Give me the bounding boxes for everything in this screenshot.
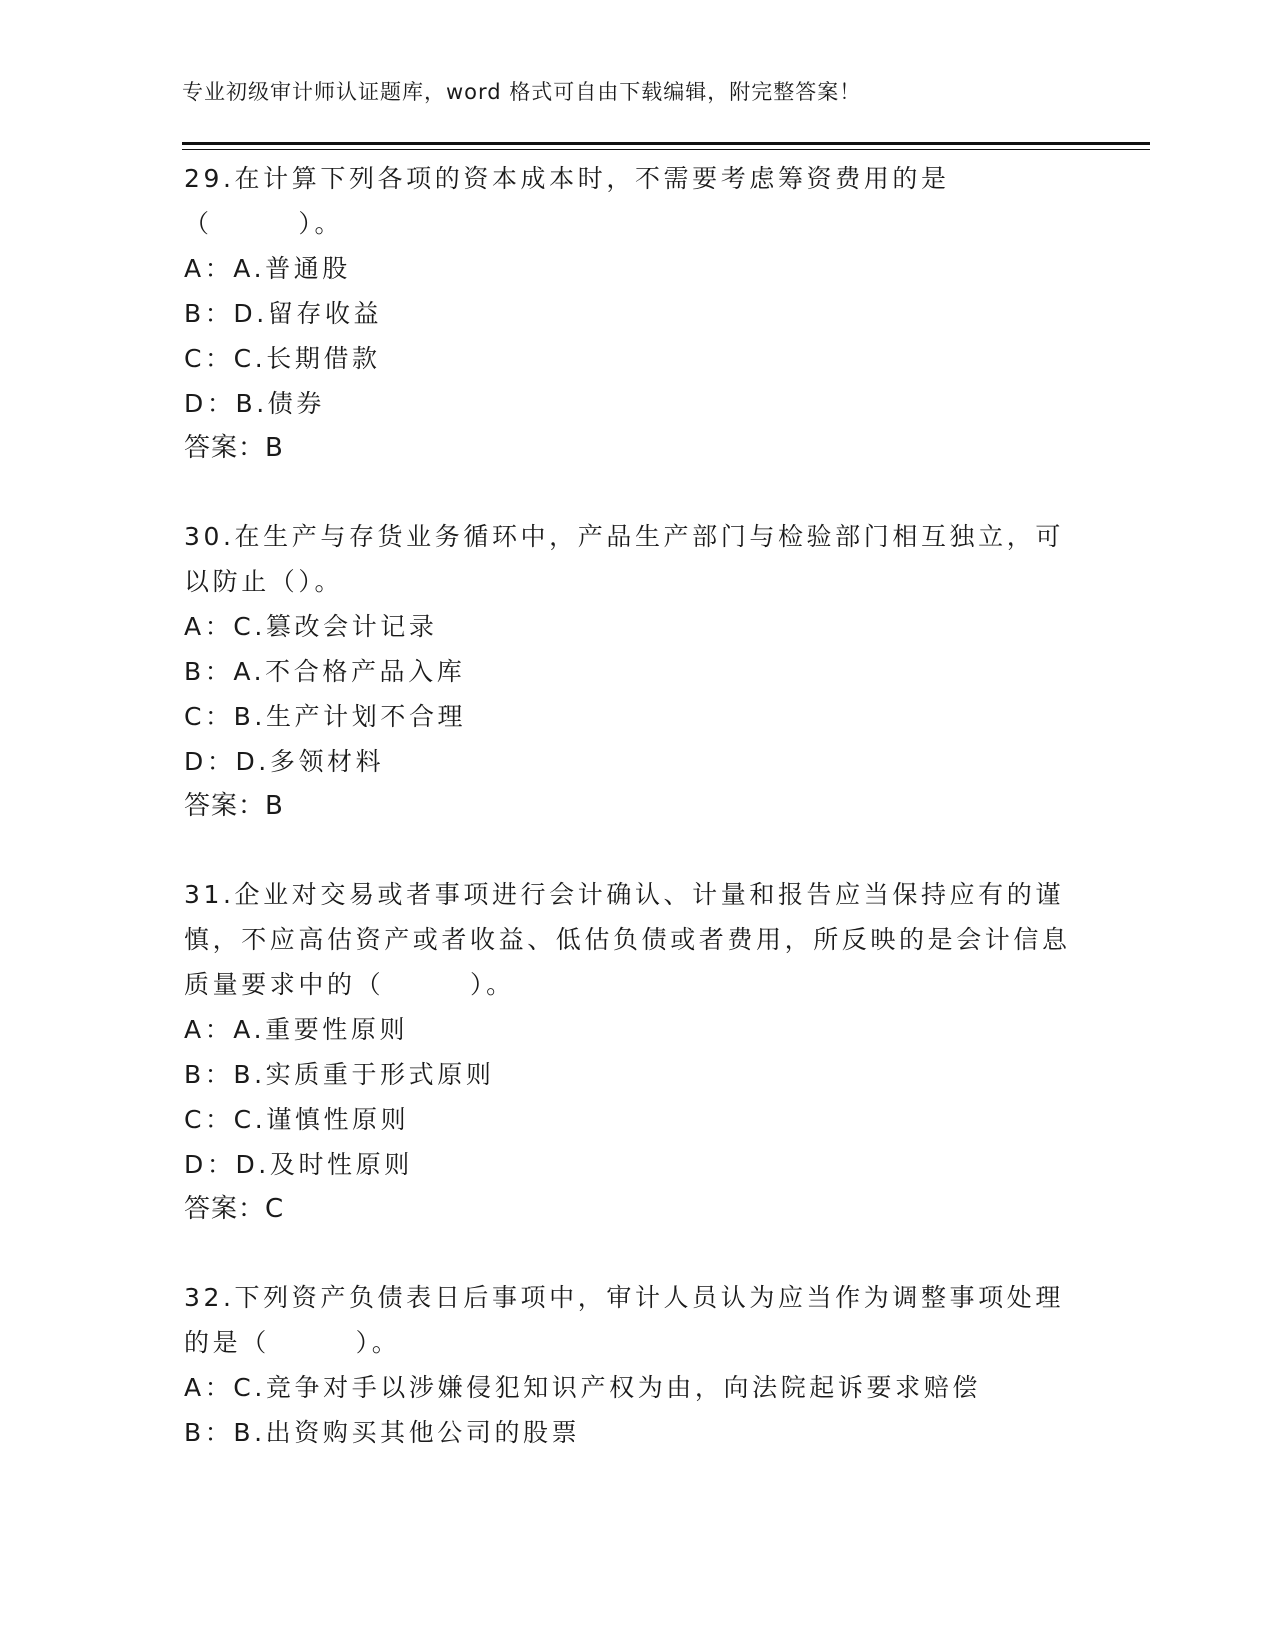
question-stem: 31.企业对交易或者事项进行会计确认、计量和报告应当保持应有的谨慎，不应高估资产或者收益、低估负债或者费用，所反映的是会计信息质量要求中的（ ）。 bbox=[184, 880, 1071, 999]
option-a: A：C.篡改会计记录 bbox=[184, 612, 438, 641]
option-c: C：C.长期借款 bbox=[184, 344, 381, 373]
option-d: D：D.及时性原则 bbox=[184, 1150, 413, 1179]
answer: 答案：B bbox=[184, 433, 284, 463]
option-b: B：A.不合格产品入库 bbox=[184, 657, 466, 686]
option-c: C：C.谨慎性原则 bbox=[184, 1105, 410, 1134]
option-b: B：B.出资购买其他公司的股票 bbox=[184, 1418, 581, 1447]
option-d: D：B.债券 bbox=[184, 389, 325, 418]
option-a: A：A.重要性原则 bbox=[184, 1015, 409, 1044]
option-b: B：D.留存收益 bbox=[184, 299, 383, 328]
document-header: 专业初级审计师认证题库，word 格式可自由下载编辑，附完整答案！ bbox=[182, 80, 862, 104]
question-29 bbox=[184, 156, 1084, 471]
answer: 答案：B bbox=[184, 791, 284, 821]
header-rule-thin bbox=[182, 149, 1150, 150]
header-rule-thick bbox=[182, 142, 1150, 145]
option-d: D：D.多领材料 bbox=[184, 747, 385, 776]
option-a: A：A.普通股 bbox=[184, 254, 351, 283]
option-a: A：C.竞争对手以涉嫌侵犯知识产权为由，向法院起诉要求赔偿 bbox=[184, 1373, 981, 1402]
question-32 bbox=[184, 1275, 1084, 1455]
question-30 bbox=[184, 514, 1084, 829]
option-c: C：B.生产计划不合理 bbox=[184, 702, 467, 731]
question-stem: 29.在计算下列各项的资本成本时，不需要考虑筹资费用的是（ ）。 bbox=[184, 164, 950, 238]
answer: 答案：C bbox=[184, 1194, 285, 1224]
question-stem: 30.在生产与存货业务循环中，产品生产部门与检验部门相互独立，可以防止（）。 bbox=[184, 522, 1064, 596]
question-stem: 32.下列资产负债表日后事项中，审计人员认为应当作为调整事项处理的是（ ）。 bbox=[184, 1283, 1064, 1357]
question-list bbox=[184, 156, 1084, 1498]
question-31 bbox=[184, 872, 1084, 1232]
option-b: B：B.实质重于形式原则 bbox=[184, 1060, 495, 1089]
